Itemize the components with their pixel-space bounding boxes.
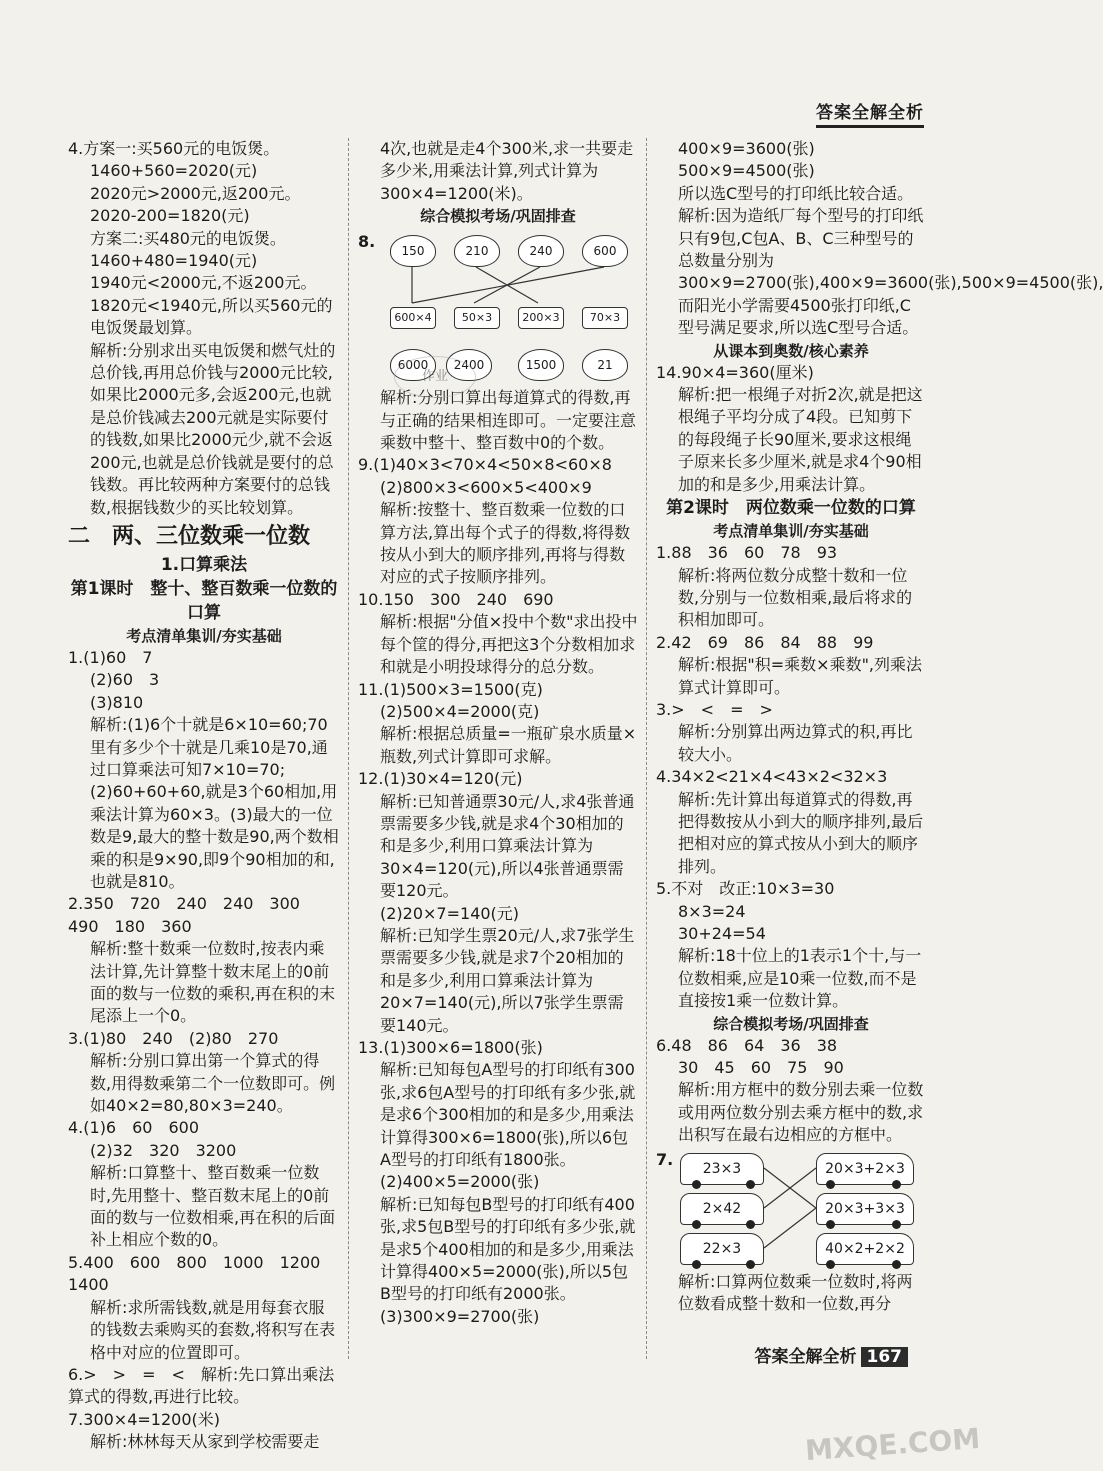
car-right: 40×2+2×2 <box>816 1233 914 1265</box>
heart-shape: 240 <box>518 235 564 267</box>
answer-line: 30 45 60 75 90 <box>678 1058 844 1078</box>
match-lines <box>368 231 638 303</box>
answer-line: 12.(1)30×4=120(元) <box>358 769 523 789</box>
subsection-title: 综合模拟考场/巩固排查 <box>713 1014 869 1033</box>
subsection-title: 从课本到奥数/核心素养 <box>713 341 869 360</box>
page-footer <box>755 1342 909 1367</box>
car-right: 20×3+3×3 <box>816 1193 914 1225</box>
heart-row-top <box>368 231 638 303</box>
q4-block <box>68 138 340 519</box>
answer-line: 11.(1)500×3=1500(克) <box>358 679 543 699</box>
analysis-line: 解析:因为造纸厂每个型号的打印纸只有9包,C包A、B、C三种型号的总数量分别为300×9=2700(张),400×9=3600(张),500×9=4500(张),而阳光小学需要4500张打印纸,C型号满足要求,所以选C型号合适。 <box>678 206 1103 338</box>
answer-line: 14.90×4=360(厘米) <box>656 362 814 382</box>
answer-line: 3.> < = > <box>656 699 773 719</box>
analysis-line: 解析:求所需钱数,就是用每套衣服的钱数去乘购买的套数,将积写在表格中对应的位置即可。 <box>90 1297 336 1362</box>
car-left: 23×3 <box>680 1153 764 1185</box>
answer-list <box>68 647 340 1454</box>
footer-label: 答案全解全析 <box>754 1347 857 1367</box>
q4-line: 1940元<2000元,不返200元。 <box>90 273 317 293</box>
subsection-title: 考点清单集训/夯实基础 <box>713 522 869 541</box>
car-matching <box>666 1149 926 1267</box>
answer-line: (2)32 320 3200 <box>90 1140 237 1160</box>
answer-list <box>358 387 638 1328</box>
heart-shape: 210 <box>454 235 500 267</box>
expression-box: 600×4 <box>390 307 436 329</box>
unit-title: 1.口算乘法 <box>160 554 248 575</box>
column-2 <box>358 138 638 1328</box>
analysis-line: 解析:按整十、整百数乘一位数的口算方法,算出每个式子的得数,将得数按从小到大的顺序排列,再将与得数对应的式子按顺序排列。 <box>380 500 631 587</box>
q4-line: 1460+560=2020(元) <box>90 161 258 181</box>
heart-shape: 1500 <box>518 349 564 381</box>
header-title: 答案全解全析 <box>816 98 924 128</box>
expression-box: 50×3 <box>454 307 500 329</box>
analysis-line: 解析:根据总质量=一瓶矿泉水质量×瓶数,列式计算即可求解。 <box>380 724 637 766</box>
analysis-line: 解析:(1)6个十就是6×10=60;70里有多少个十就是几乘10是70,通过口算乘法可知7×10=70;(2)60+60+60,就是3个60相加,用乘法计算为60×3。(3)最大的一位数是9,最大的整十数是90,两个数相乘的积是9×90,即9个90相加的和,也就是810。 <box>90 715 339 891</box>
heart-shape: 21 <box>582 349 628 381</box>
heart-shape: 150 <box>390 235 436 267</box>
analysis-line: 解析:口算两位数乘一位数时,将两位数看成整十数和一位数,再分 <box>678 1271 913 1314</box>
heart-shape: 6000 <box>390 349 436 381</box>
subsection-title: 考点清单集训/夯实基础 <box>126 626 282 645</box>
answer-line: (2)500×4=2000(克) <box>380 701 540 721</box>
answer-line: 13.(1)300×6=1800(张) <box>358 1038 543 1057</box>
subsection-title: 综合模拟考场/巩固排查 <box>420 207 576 226</box>
q4-analysis: 解析:分别求出买电饭煲和燃气灶的总价钱,再用总价钱与2000元比较,如果比2000元多,会返200元,也就是总价钱减去200元就是实际要付的钱数,如果比2000元少,就不会返200元,也就是总价钱就是要付的总钱数。再比较两种方案要付的总钱数,根据钱数少的买比较划算。 <box>90 340 336 517</box>
watermark: MXQE.COM <box>803 1421 981 1468</box>
answer-line: 2.42 69 86 84 88 99 <box>656 632 874 652</box>
column-3 <box>656 138 1103 1315</box>
answer-line: 7.300×4=1200(米) <box>68 1409 221 1429</box>
q8-label: 8. <box>358 232 376 252</box>
column-divider <box>348 138 349 1359</box>
analysis-line: 解析:用方框中的数分别去乘一位数或用两位数分别去乘方框中的数,求出积写在最右边相应的方框中。 <box>678 1080 924 1145</box>
answer-line: 400×9=3600(张) <box>678 139 815 158</box>
answer-list <box>656 542 926 1013</box>
column-divider <box>646 138 647 1359</box>
answer-line: 所以选C型号的打印纸比较合适。 <box>678 183 914 203</box>
q4-line: 2020-200=1820(元) <box>90 206 250 226</box>
column-1 <box>68 138 340 1454</box>
analysis-line: 解析:根据"积=乘数×乘数",列乘法算式计算即可。 <box>678 655 923 697</box>
heart-shape: 600 <box>582 235 628 267</box>
expression-box: 70×3 <box>582 307 628 329</box>
match-lines <box>666 1149 926 1267</box>
homework-stamp: 作业 <box>394 356 476 398</box>
analysis-line: 解析:已知每包A型号的打印纸有300张,求6包A型号的打印纸有多少张,就是求6个300相加的和是多少,用乘法计算得300×6=1800(张),所以6包A型号的打印纸有1800张。 <box>380 1060 636 1170</box>
answer-line: 8×3=24 <box>678 901 746 921</box>
answer-line: 2.350 720 240 240 300 490 180 360 <box>68 894 316 936</box>
answer-line: (2)400×5=2000(张) <box>380 1172 540 1192</box>
analysis-line: 解析:将两位数分成整十数和一位数,分别与一位数相乘,最后将求的积相加即可。 <box>678 565 913 630</box>
q4-line: 4.方案一:买560元的电饭煲。 <box>68 139 280 158</box>
section-title: 二 两、三位数乘一位数 <box>68 523 311 549</box>
answer-line: 4.34×2<21×4<43×2<32×3 <box>656 767 888 787</box>
answer-line: 5.不对 改正:10×3=30 <box>656 879 835 899</box>
answer-line: 30+24=54 <box>678 924 766 943</box>
expression-row <box>368 305 638 335</box>
answer-line: 4.(1)6 60 600 <box>68 1118 200 1138</box>
q4-line: 2020元>2000元,返200元。 <box>90 183 301 203</box>
analysis-line: 解析:口算整十、整百数乘一位数时,先用整十、整百数末尾上的0前面的数与一位数相乘,再在积的后面补上相应个数的0。 <box>90 1163 336 1250</box>
answer-line: 5.400 600 800 1000 1200 1400 <box>68 1252 337 1295</box>
analysis-line: 解析:已知普通票30元/人,求4张普通票需要多少钱,就是求4个30相加的和是多少,利用口算乘法计算为30×4=120(元),所以4张普通票需要120元。 <box>380 791 635 901</box>
q4-line: 1820元<1940元,所以买560元的电饭煲最划算。 <box>90 295 333 338</box>
q7-label: 7. <box>656 1149 674 1169</box>
car-right: 20×3+2×3 <box>816 1153 914 1185</box>
expression-box: 200×3 <box>518 307 564 329</box>
analysis-line: 解析:把一根绳子对折2次,就是把这根绳子平均分成了4段。已知剪下的每段绳子长90厘米,要求这根绳子原来长多少厘米,就是求4个90相加的和是多少,用乘法计算。 <box>678 385 923 494</box>
analysis-line: 解析:18十位上的1表示1个十,与一位数相乘,应是10乘一位数,而不是直接按1乘一位数计算。 <box>678 946 922 1011</box>
analysis-line: 解析:分别口算出第一个算式的得数,用得数乘第二个一位数即可。例如40×2=80,80×3=240。 <box>90 1051 336 1116</box>
heart-shape: 2400 <box>446 349 492 381</box>
car-left: 2×42 <box>680 1193 764 1225</box>
continued-text: 4次,也就是走4个300米,求一共要走多少米,用乘法计算,列式计算为300×4=1200(米)。 <box>380 139 634 203</box>
q8-diagram <box>358 231 638 387</box>
answer-line: 1.(1)60 7 <box>68 647 153 667</box>
page-number: 167 <box>861 1347 909 1367</box>
analysis-line: 解析:已知每包B型号的打印纸有400张,求5包B型号的打印纸有多少张,就是求5个400相加的和是多少,用乘法计算得400×5=2000(张),所以5包B型号的打印纸有2000张。 <box>380 1194 636 1304</box>
analysis-line: 解析:林林每天从家到学校需要走 <box>90 1432 320 1452</box>
answer-line: (2)20×7=140(元) <box>380 903 520 923</box>
answer-line: 500×9=4500(张) <box>678 161 815 181</box>
car-left: 22×3 <box>680 1233 764 1265</box>
analysis-line: 解析:根据"分值×投中个数"求出投中每个筐的得分,再把这3个分数相加求和就是小明投球得分的总分数。 <box>380 612 638 677</box>
answer-line: 6.48 86 64 36 38 <box>656 1035 838 1055</box>
analysis-line: 解析:先计算出每道算式的得数,再把得数按从小到大的顺序排列,最后把相对应的算式按从小到大的顺序排列。 <box>678 789 924 876</box>
q4-line: 方案二:买480元的电饭煲。 <box>90 228 286 248</box>
q7-diagram <box>656 1149 926 1267</box>
answer-line: 3.(1)80 240 (2)80 270 <box>68 1028 279 1048</box>
answer-line: 1.88 36 60 78 93 <box>656 543 838 563</box>
answer-line: (3)300×9=2700(张) <box>380 1306 540 1326</box>
answer-line: (2)60 3 <box>90 670 160 690</box>
answer-line: 9.(1)40×3<70×4<50×8<60×8 <box>358 455 612 475</box>
answer-line: 6.> > = < 解析:先口算出乘法算式的得数,再进行比较。 <box>68 1364 335 1407</box>
analysis-line: 解析:已知学生票20元/人,求7张学生票需要多少钱,就是求7个20相加的和是多少,利用口算乘法计算为20×7=140(元),所以7张学生票需要140元。 <box>380 925 635 1035</box>
lesson-title: 第2课时 两位数乘一位数的口算 <box>666 498 916 519</box>
analysis-line: 解析:分别算出两边算式的积,再比较大小。 <box>678 722 913 764</box>
q4-line: 1460+480=1940(元) <box>90 251 258 271</box>
analysis-line: 解析:整十数乘一位数时,按表内乘法计算,先计算整十数末尾上的0前面的数与一位数的乘积,再在积的末尾添上一个0。 <box>90 939 336 1026</box>
answer-line: (3)810 <box>90 692 144 712</box>
lesson-title: 第1课时 整十、整百数乘一位数的口算 <box>70 578 338 623</box>
answer-line: 10.150 300 240 690 <box>358 589 554 609</box>
answer-line: (2)800×3<600×5<400×9 <box>380 477 592 497</box>
analysis-line: 解析:分别口算出每道算式的得数,再与正确的结果相连即可。一定要注意乘数中整十、整百数中0的个数。 <box>380 388 637 453</box>
